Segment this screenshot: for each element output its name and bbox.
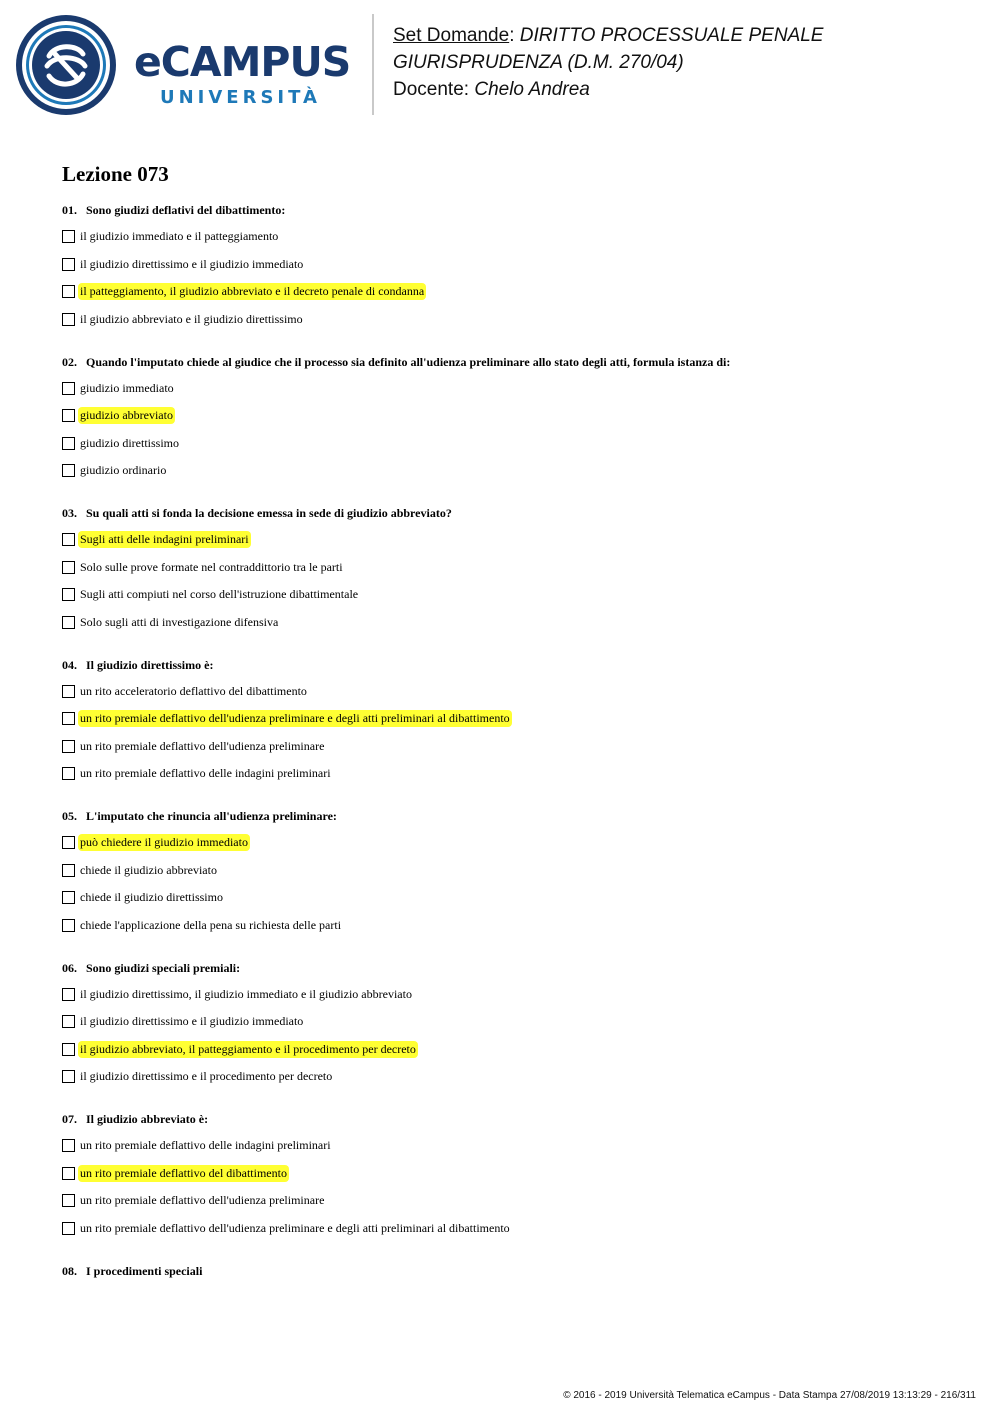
answer-text: il giudizio immediato e il patteggiamento bbox=[80, 229, 279, 243]
answer-option[interactable] bbox=[62, 407, 962, 424]
answer-text: chiede il giudizio direttissimo bbox=[80, 890, 223, 904]
teacher-label: Docente bbox=[393, 79, 464, 100]
logo-sub-text: UNIVERSITÀ bbox=[160, 87, 321, 108]
answer-checkbox[interactable] bbox=[62, 437, 75, 450]
answer-option[interactable] bbox=[62, 256, 962, 273]
answer-checkbox[interactable] bbox=[62, 561, 75, 574]
correct-answer-text: il patteggiamento, il giudizio abbreviato e il decreto penale di condanna bbox=[80, 284, 425, 298]
answer-option[interactable] bbox=[62, 1137, 962, 1154]
question-number: 06. bbox=[62, 960, 77, 975]
answer-option[interactable] bbox=[62, 1013, 962, 1030]
teacher-line: Docente: Chelo Andrea bbox=[393, 79, 590, 100]
answer-option[interactable] bbox=[62, 1192, 962, 1209]
answer-option[interactable] bbox=[62, 889, 962, 906]
question-02 bbox=[62, 354, 962, 480]
answer-checkbox[interactable] bbox=[62, 919, 75, 932]
question-label: Quando l'imputato chiede al giudice che il processo sia definito all'udienza preliminare allo stato degli atti, formula istanza di: bbox=[86, 354, 731, 369]
answer-option[interactable] bbox=[62, 380, 962, 397]
answer-text: il giudizio direttissimo e il procedimento per decreto bbox=[80, 1069, 333, 1083]
answer-option[interactable] bbox=[62, 1041, 962, 1058]
answer-checkbox[interactable] bbox=[62, 1070, 75, 1083]
answer-checkbox[interactable] bbox=[62, 1222, 75, 1235]
question-01 bbox=[62, 202, 962, 328]
answer-text: un rito premiale deflattivo delle indagini preliminari bbox=[80, 1138, 331, 1152]
answer-option[interactable] bbox=[62, 1165, 962, 1182]
answer-checkbox[interactable] bbox=[62, 891, 75, 904]
answer-text: un rito premiale deflattivo delle indagini preliminari bbox=[80, 766, 331, 780]
question-05 bbox=[62, 808, 962, 934]
set-label: Set Domande bbox=[393, 25, 510, 46]
question-number: 05. bbox=[62, 809, 77, 823]
teacher-name: Chelo Andrea bbox=[474, 79, 590, 100]
answer-checkbox[interactable] bbox=[62, 836, 75, 849]
answer-checkbox[interactable] bbox=[62, 258, 75, 271]
answer-text: Solo sulle prove formate nel contraddittorio tra le parti bbox=[80, 559, 343, 574]
question-label: Sono giudizi deflativi del dibattimento: bbox=[86, 203, 286, 217]
question-label: Su quali atti si fonda la decisione emessa in sede di giudizio abbreviato? bbox=[86, 506, 452, 520]
question-06 bbox=[62, 960, 962, 1086]
question-04 bbox=[62, 657, 962, 783]
correct-answer-text: un rito premiale deflattivo dell'udienza preliminare e degli atti preliminari al dibattimento bbox=[80, 711, 510, 725]
question-number: 08. bbox=[62, 1263, 77, 1278]
answer-text: il giudizio direttissimo e il giudizio immediato bbox=[80, 256, 304, 271]
question-text bbox=[62, 960, 962, 976]
question-label: Il giudizio direttissimo è: bbox=[86, 657, 214, 672]
correct-answer-text: il giudizio abbreviato, il patteggiamento e il procedimento per decreto bbox=[80, 1041, 416, 1056]
answer-option[interactable] bbox=[62, 834, 962, 851]
question-number: 07. bbox=[62, 1112, 77, 1126]
page-header bbox=[0, 0, 1000, 130]
header-divider bbox=[372, 14, 374, 115]
questions-container bbox=[62, 202, 962, 1279]
answer-checkbox[interactable] bbox=[62, 1139, 75, 1152]
question-text bbox=[62, 808, 962, 824]
answer-checkbox[interactable] bbox=[62, 313, 75, 326]
question-label: I procedimenti speciali bbox=[86, 1263, 203, 1278]
answer-option[interactable] bbox=[62, 683, 962, 700]
correct-answer-text: Sugli atti delle indagini preliminari bbox=[80, 532, 249, 546]
question-text bbox=[62, 1263, 962, 1279]
correct-answer-text: un rito premiale deflattivo del dibattimento bbox=[80, 1165, 287, 1180]
answer-option[interactable] bbox=[62, 614, 962, 631]
answer-checkbox[interactable] bbox=[62, 740, 75, 753]
answer-checkbox[interactable] bbox=[62, 1194, 75, 1207]
course-name: GIURISPRUDENZA (D.M. 270/04) bbox=[393, 52, 684, 73]
question-number: 02. bbox=[62, 354, 77, 369]
ecampus-seal-logo bbox=[15, 14, 117, 116]
answer-option[interactable] bbox=[62, 1068, 962, 1085]
answer-option[interactable] bbox=[62, 738, 962, 755]
answer-text: un rito premiale deflattivo dell'udienza preliminare bbox=[80, 1193, 325, 1207]
answer-option[interactable] bbox=[62, 559, 962, 576]
answer-checkbox[interactable] bbox=[62, 382, 75, 395]
lesson-title: Lezione 073 bbox=[62, 162, 169, 186]
answer-option[interactable] bbox=[62, 917, 962, 934]
answer-checkbox[interactable] bbox=[62, 864, 75, 877]
answer-option[interactable] bbox=[62, 283, 962, 300]
answer-text: il giudizio abbreviato e il giudizio direttissimo bbox=[80, 311, 303, 326]
answer-checkbox[interactable] bbox=[62, 988, 75, 1001]
answer-option[interactable] bbox=[62, 710, 962, 727]
correct-answer-text: può chiedere il giudizio immediato bbox=[80, 835, 248, 849]
question-text bbox=[62, 354, 962, 370]
answer-text: Sugli atti compiuti nel corso dell'istruzione dibattimentale bbox=[80, 587, 359, 601]
answer-text: chiede l'applicazione della pena su richiesta delle parti bbox=[80, 917, 342, 932]
question-03 bbox=[62, 505, 962, 631]
answer-option[interactable] bbox=[62, 311, 962, 328]
answer-option[interactable] bbox=[62, 586, 962, 603]
answer-option[interactable] bbox=[62, 435, 962, 452]
question-list bbox=[62, 160, 962, 1305]
answer-text: il giudizio direttissimo, il giudizio immediato e il giudizio abbreviato bbox=[80, 986, 412, 1001]
question-label: Il giudizio abbreviato è: bbox=[86, 1112, 209, 1126]
answer-checkbox[interactable] bbox=[62, 1015, 75, 1028]
answer-option[interactable] bbox=[62, 765, 962, 782]
answer-checkbox[interactable] bbox=[62, 230, 75, 243]
answer-checkbox[interactable] bbox=[62, 1043, 75, 1056]
question-number: 03. bbox=[62, 506, 77, 520]
answer-checkbox[interactable] bbox=[62, 409, 75, 422]
answer-text: giudizio immediato bbox=[80, 380, 174, 395]
answer-checkbox[interactable] bbox=[62, 616, 75, 629]
question-text bbox=[62, 1111, 962, 1127]
correct-answer-text: giudizio abbreviato bbox=[80, 408, 173, 422]
question-number: 04. bbox=[62, 657, 77, 672]
answer-text: chiede il giudizio abbreviato bbox=[80, 862, 217, 877]
answer-text: Solo sugli atti di investigazione difensiva bbox=[80, 614, 279, 629]
answer-checkbox[interactable] bbox=[62, 1167, 75, 1180]
question-text bbox=[62, 202, 962, 218]
question-text bbox=[62, 505, 962, 521]
ecampus-wordmark bbox=[134, 40, 356, 112]
set-line: Set Domande: DIRITTO PROCESSUALE PENALE bbox=[393, 25, 824, 46]
logo-brand-text: eCAMPUS bbox=[134, 38, 351, 86]
course-info bbox=[393, 22, 823, 103]
page-footer: © 2016 - 2019 Università Telematica eCampus - Data Stampa 27/08/2019 13:13:29 - 216/311 bbox=[563, 1390, 976, 1401]
answer-checkbox[interactable] bbox=[62, 767, 75, 780]
answer-checkbox[interactable] bbox=[62, 464, 75, 477]
answer-option[interactable] bbox=[62, 531, 962, 548]
answer-checkbox[interactable] bbox=[62, 533, 75, 546]
answer-text: un rito premiale deflattivo dell'udienza preliminare bbox=[80, 738, 325, 753]
question-label: Sono giudizi speciali premiali: bbox=[86, 960, 241, 975]
answer-text: il giudizio direttissimo e il giudizio immediato bbox=[80, 1014, 304, 1028]
question-number: 01. bbox=[62, 203, 77, 217]
answer-text: un rito acceleratorio deflattivo del dibattimento bbox=[80, 683, 307, 698]
question-07 bbox=[62, 1111, 962, 1237]
question-text bbox=[62, 657, 962, 673]
answer-checkbox[interactable] bbox=[62, 588, 75, 601]
answer-option[interactable] bbox=[62, 986, 962, 1003]
answer-checkbox[interactable] bbox=[62, 712, 75, 725]
set-value: DIRITTO PROCESSUALE PENALE bbox=[519, 25, 824, 46]
answer-text: giudizio ordinario bbox=[80, 463, 167, 477]
question-08 bbox=[62, 1263, 962, 1279]
question-label: L'imputato che rinuncia all'udienza preliminare: bbox=[86, 809, 337, 823]
answer-text: un rito premiale deflattivo dell'udienza preliminare e degli atti preliminari al dibattimento bbox=[80, 1220, 510, 1235]
answer-checkbox[interactable] bbox=[62, 285, 75, 298]
answer-option[interactable] bbox=[62, 1220, 962, 1237]
answer-checkbox[interactable] bbox=[62, 685, 75, 698]
answer-text: giudizio direttissimo bbox=[80, 435, 179, 450]
answer-option[interactable] bbox=[62, 462, 962, 479]
answer-option[interactable] bbox=[62, 228, 962, 245]
answer-option[interactable] bbox=[62, 862, 962, 879]
